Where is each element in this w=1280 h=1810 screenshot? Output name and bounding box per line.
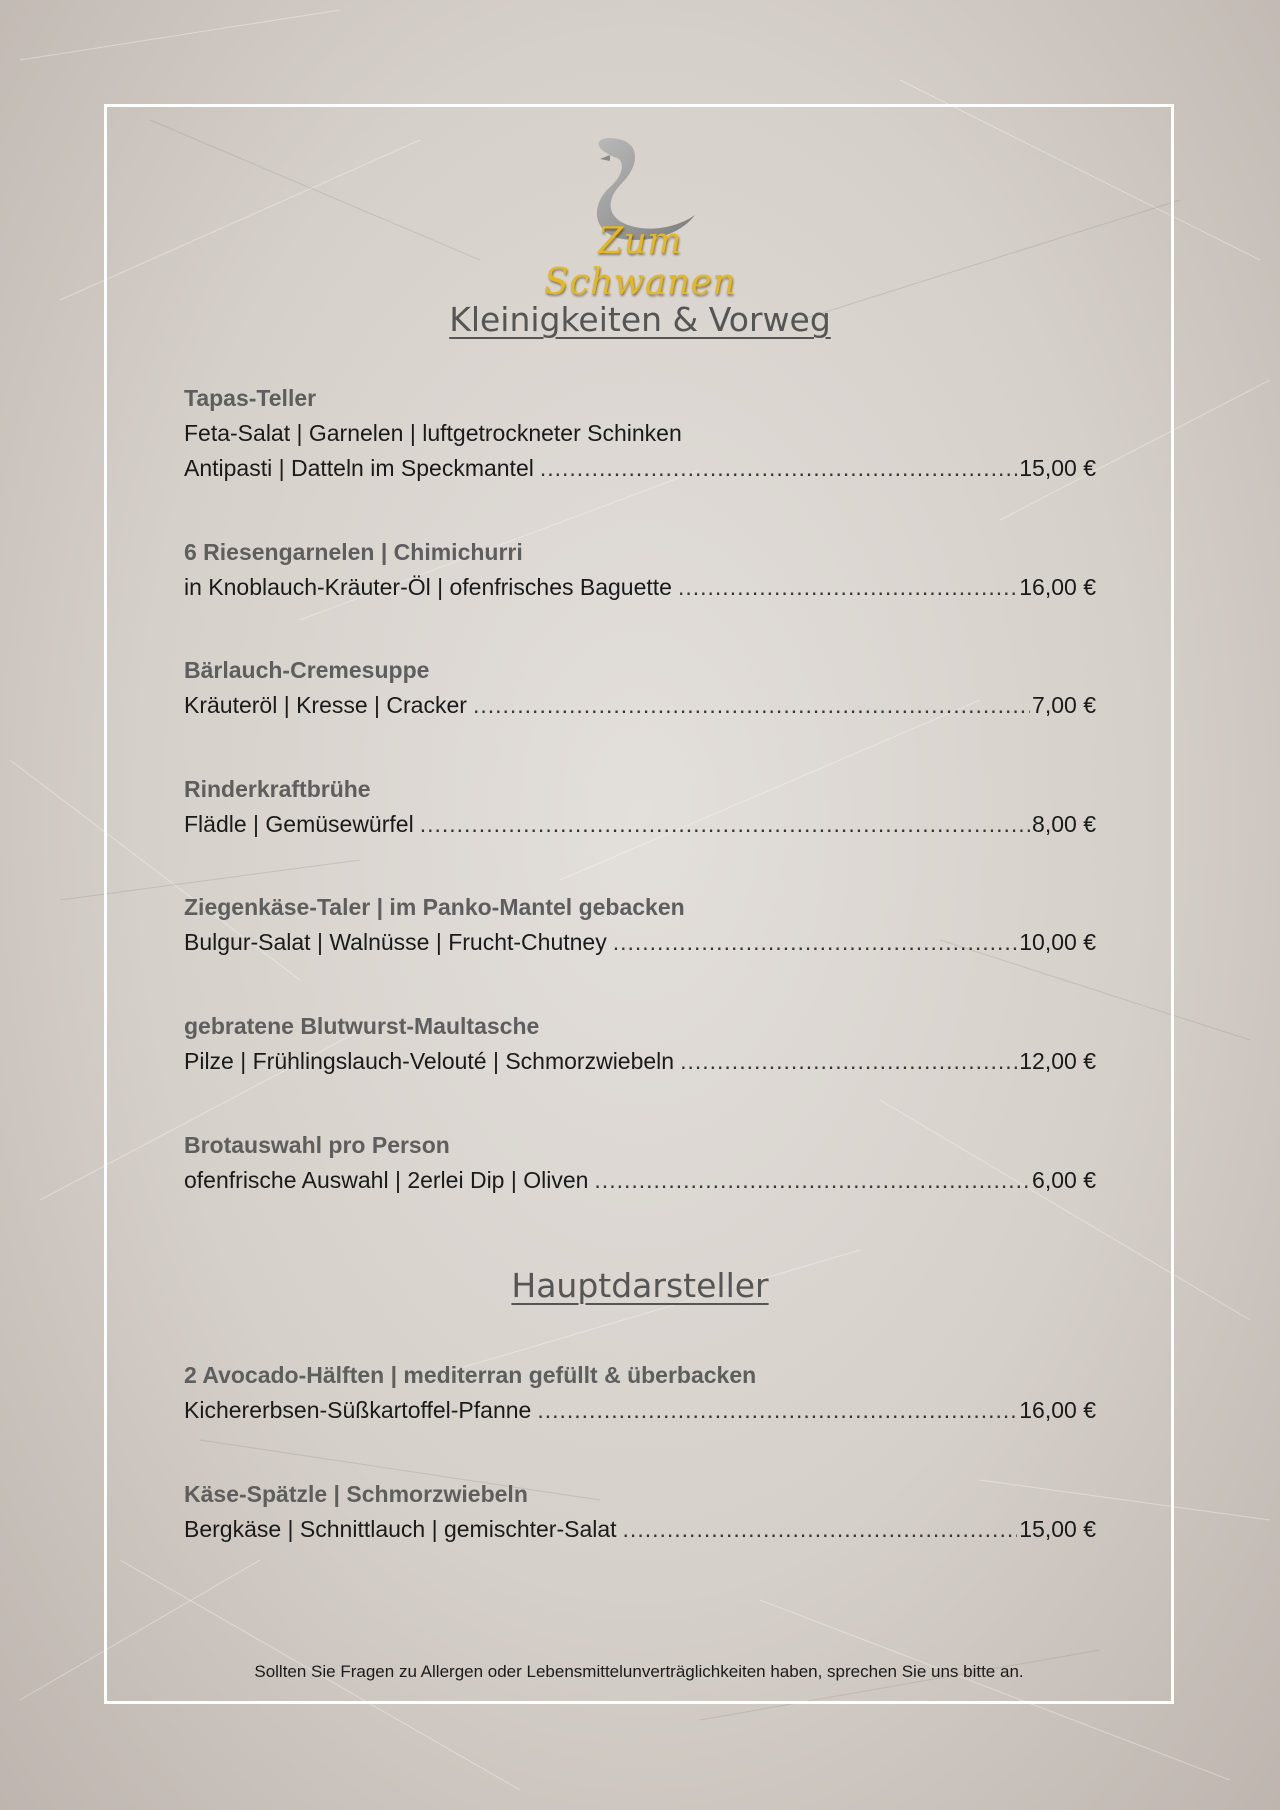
item-name: 2 Avocado-Hälften | mediterran gefüllt & überbacken (184, 1362, 757, 1388)
allergen-note: Sollten Sie Fragen zu Allergen oder Lebensmittelunverträglichkeiten haben, sprechen Sie uns bitte an. (254, 1662, 1024, 1681)
item-price: 12,00 € (1019, 1048, 1096, 1074)
leader-dots (537, 1393, 1017, 1428)
item-description: Antipasti | Datteln im Speckmantel (184, 455, 534, 481)
item-description: Bergkäse | Schnittlauch | gemischter-Salat (184, 1516, 617, 1542)
item-price: 10,00 € (1019, 929, 1096, 955)
item-description: ofenfrische Auswahl | 2erlei Dip | Oliven (184, 1167, 589, 1193)
logo-wordmark: Zum Schwanen (544, 221, 736, 303)
menu-item-ziegenkaese-taler (184, 890, 1096, 960)
item-price-line (184, 925, 1096, 960)
item-description: Feta-Salat | Garnelen | luftgetrockneter Schinken (184, 420, 682, 446)
item-name: gebratene Blutwurst-Maultasche (184, 1013, 540, 1039)
item-price-line (184, 1044, 1096, 1079)
item-price: 7,00 € (1032, 692, 1096, 718)
item-description: Flädle | Gemüsewürfel (184, 811, 414, 837)
leader-dots (613, 925, 1018, 960)
item-description: Kräuteröl | Kresse | Cracker (184, 692, 467, 718)
item-name: Rinderkraftbrühe (184, 776, 371, 802)
item-price: 15,00 € (1019, 1516, 1096, 1542)
section-title-hauptdarsteller: Hauptdarsteller (511, 1266, 769, 1305)
item-name: Käse-Spätzle | Schmorzwiebeln (184, 1481, 528, 1507)
item-price-line (184, 451, 1096, 486)
menu-item-kaese-spaetzle (184, 1477, 1096, 1547)
menu-item-rinderkraftbruehe (184, 772, 1096, 842)
item-price-line (184, 1393, 1096, 1428)
menu-item-blutwurst-maultasche (184, 1009, 1096, 1079)
menu-item-tapas-teller (184, 381, 1096, 486)
item-price: 15,00 € (1019, 455, 1096, 481)
item-description: in Knoblauch-Kräuter-Öl | ofenfrisches Baguette (184, 574, 672, 600)
item-price: 16,00 € (1019, 574, 1096, 600)
item-name: Bärlauch-Cremesuppe (184, 657, 430, 683)
menu-item-riesengarnelen (184, 535, 1096, 605)
item-price: 8,00 € (1032, 811, 1096, 837)
item-description: Bulgur-Salat | Walnüsse | Frucht-Chutney (184, 929, 607, 955)
item-price-line (184, 570, 1096, 605)
leader-dots (594, 1163, 1030, 1198)
item-description: Kichererbsen-Süßkartoffel-Pfanne (184, 1397, 532, 1423)
item-price-line (184, 807, 1096, 842)
item-price: 6,00 € (1032, 1167, 1096, 1193)
leader-dots (678, 570, 1017, 605)
menu-item-baerlauch-cremesuppe (184, 653, 1096, 723)
section-title-kleinigkeiten: Kleinigkeiten & Vorweg (449, 300, 831, 339)
item-price-line (184, 688, 1096, 723)
leader-dots (420, 807, 1030, 842)
item-price: 16,00 € (1019, 1397, 1096, 1423)
item-name: 6 Riesengarnelen | Chimichurri (184, 539, 523, 565)
menu-item-avocado-haelften (184, 1358, 1096, 1428)
item-name: Tapas-Teller (184, 385, 317, 411)
item-price-line (184, 1512, 1096, 1547)
item-name: Brotauswahl pro Person (184, 1132, 450, 1158)
logo (510, 135, 770, 303)
leader-dots (623, 1512, 1018, 1547)
leader-dots (473, 688, 1030, 723)
item-price-line (184, 1163, 1096, 1198)
menu-item-brotauswahl (184, 1128, 1096, 1198)
leader-dots (540, 451, 1017, 486)
item-description: Pilze | Frühlingslauch-Velouté | Schmorzwiebeln (184, 1048, 675, 1074)
item-name: Ziegenkäse-Taler | im Panko-Mantel gebacken (184, 894, 685, 920)
leader-dots (680, 1044, 1017, 1079)
